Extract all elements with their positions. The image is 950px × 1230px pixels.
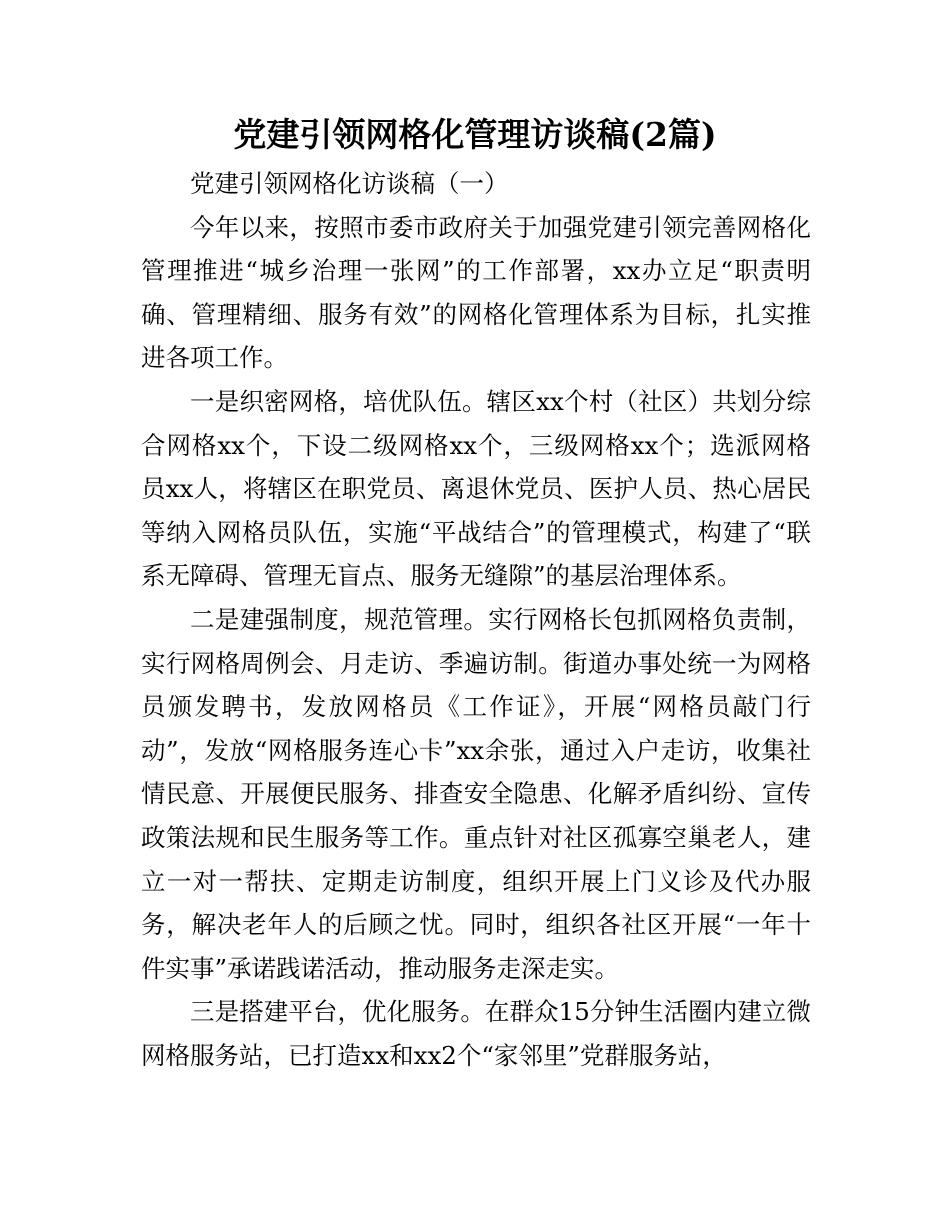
document-body — [141, 162, 811, 1077]
paragraph: 二是建强制度，规范管理。实行网格长包抓网格负责制，实行网格周例会、月走访、季遍访制。街道办事处统一为网格员颁发聘书，发放网格员《工作证》，开展“网格员敲门行动”，发放“网格服务连心卡”xx余张，通过入户走访，收集社情民意、开展便民服务、排查安全隐患、化解矛盾纠纷、宣传政策法规和民生服务等工作。重点针对社区孤寡空巢老人，建立一对一帮扶、定期走访制度，组织开展上门义诊及代办服务，解决老年人的后顾之忧。同时，组织各社区开展“一年十件实事”承诺践诺活动，推动服务走深走实。 — [141, 604, 811, 983]
paragraph: 今年以来，按照市委市政府关于加强党建引领完善网格化管理推进“城乡治理一张网”的工作部署，xx办立足“职责明确、管理精细、服务有效”的网格化管理体系为目标，扎实推进各项工作。 — [141, 212, 811, 373]
document-title: 党建引领网格化管理访谈稿(2篇) — [233, 115, 717, 154]
document-subtitle: 党建引领网格化访谈稿（一） — [190, 169, 509, 198]
paragraph: 三是搭建平台，优化服务。在群众15分钟生活圈内建立微网格服务站，已打造xx和xx2个“家邻里”党群服务站， — [141, 997, 811, 1070]
paragraph: 一是织密网格，培优队伍。辖区xx个村（社区）共划分综合网格xx个，下设二级网格xx个，三级网格xx个；选派网格员xx人，将辖区在职党员、离退休党员、医护人员、热心居民等纳入网格员队伍，实施“平战结合”的管理模式，构建了“联系无障碍、管理无盲点、服务无缝隙”的基层治理体系。 — [141, 386, 811, 591]
